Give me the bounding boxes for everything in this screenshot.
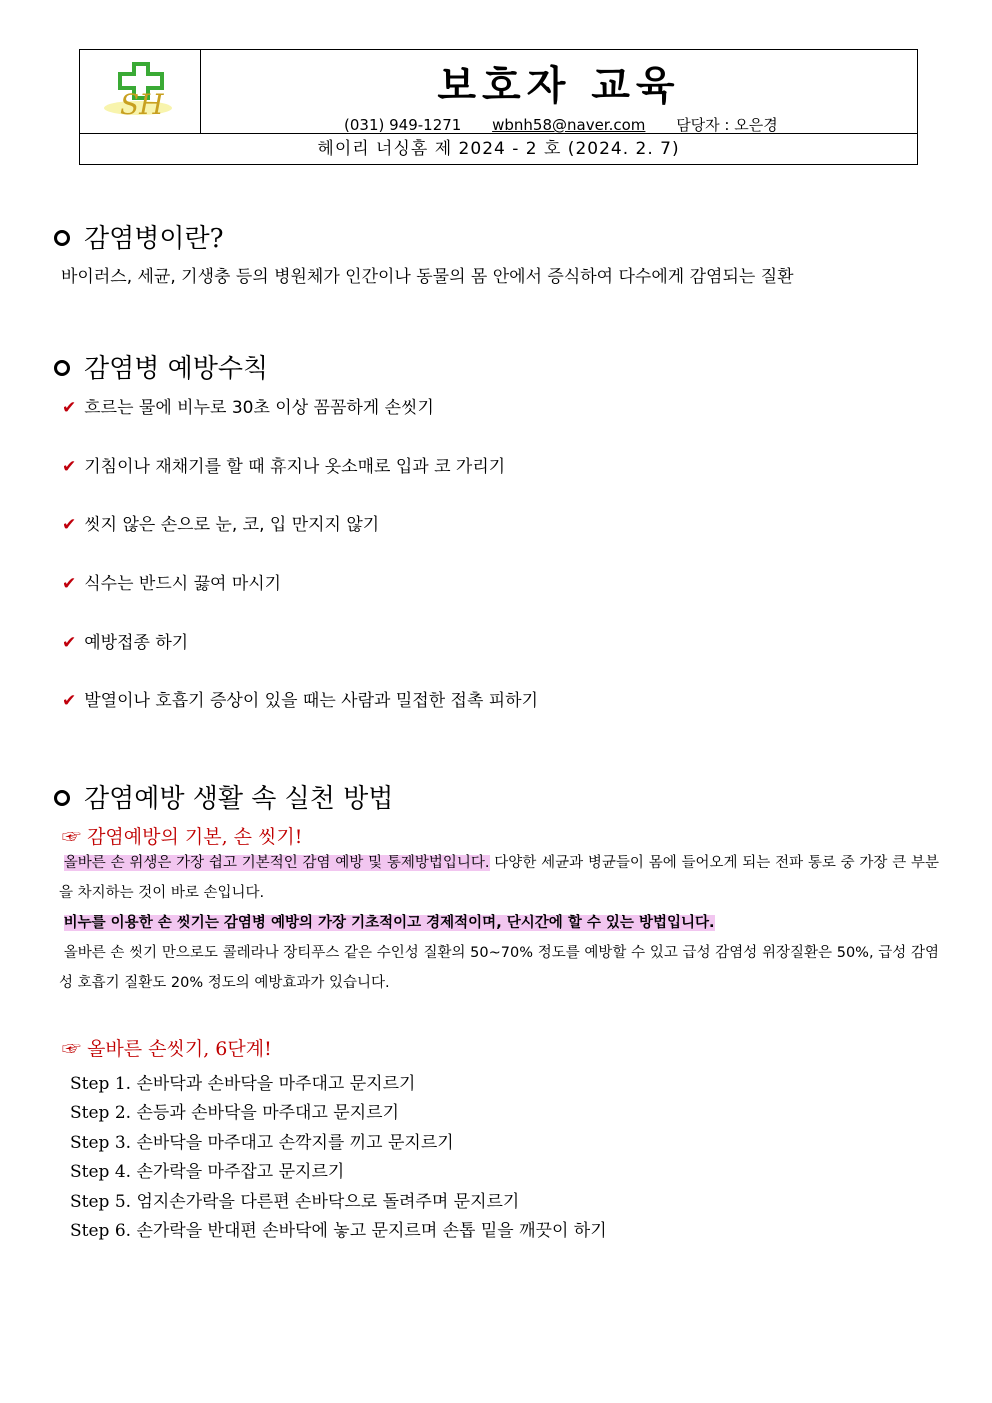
- step-item: Step 5. 엄지손가락을 다른편 손바닥으로 돌려주며 문지르기: [70, 1192, 520, 1212]
- prevention-item: [62, 393, 434, 418]
- header-box: [79, 49, 918, 165]
- check-icon: ✔: [62, 691, 77, 711]
- phone-number: (031) 949-1271: [344, 116, 462, 134]
- subsection-title-steps: [62, 1034, 272, 1061]
- step-item: Step 6. 손가락을 반대편 손바닥에 놓고 문지르며 손톱 밑을 깨끗이 하기: [70, 1221, 607, 1241]
- logo-text: SH: [120, 88, 164, 121]
- issue-line: 헤이리 너싱홈 제 2024 - 2 호 (2024. 2. 7): [80, 133, 917, 164]
- check-icon: ✔: [62, 574, 77, 594]
- check-icon: ✔: [62, 398, 77, 418]
- step-item: Step 3. 손바닥을 마주대고 손깍지를 끼고 문지르기: [70, 1133, 454, 1153]
- prevention-item: [62, 452, 505, 477]
- prevention-item-text: 기침이나 재채기를 할 때 휴지나 옷소매로 입과 코 가리기: [84, 457, 506, 477]
- manager-name: 담당자 : 오은경: [676, 116, 778, 134]
- paragraph-text: 올바른 손 씻기 만으로도 콜레라나 장티푸스 같은 수인성 질환의 50~70% 정도를 예방할 수 있고 급성 감염성 위장질환은 50%, 급성 감염성 호흡기 질환도 20% 정도의 예방효과가 있습니다.: [59, 945, 939, 991]
- step-item: Step 4. 손가락을 마주잡고 문지르기: [70, 1162, 345, 1182]
- circle-bullet-icon: [54, 360, 70, 376]
- email-link[interactable]: wbnh58@naver.com: [492, 116, 646, 134]
- paragraph-text: 다양한 세균과 병균들이 몸에 들어오게 되는 전파 통로 중 가장 큰 부분을 차지하는 것이 바로 손입니다.: [59, 855, 939, 901]
- section-title-text: 감염병이란?: [84, 224, 224, 254]
- prevention-item-text: 씻지 않은 손으로 눈, 코, 입 만지지 않기: [84, 515, 380, 535]
- section-title-text: 감염예방 생활 속 실천 방법: [84, 784, 394, 814]
- contact-line: [344, 114, 804, 135]
- check-icon: ✔: [62, 515, 77, 535]
- definition-text: 바이러스, 세균, 기생충 등의 병원체가 인간이나 동물의 몸 안에서 증식하여 다수에게 감염되는 질환: [61, 267, 794, 287]
- prevention-item: [62, 510, 379, 535]
- section-title-text: 감염병 예방수칙: [84, 354, 269, 384]
- prevention-item: [62, 628, 188, 653]
- pointing-hand-icon: ☞: [62, 1038, 82, 1060]
- check-icon: ✔: [62, 457, 77, 477]
- prevention-item-text: 예방접종 하기: [84, 633, 189, 653]
- handwashing-paragraph: [59, 848, 939, 998]
- page-title: 보호자 교육: [437, 63, 681, 109]
- highlighted-sentence: 올바른 손 위생은 가장 쉽고 기본적인 감염 예방 및 통제방법입니다.: [63, 855, 490, 871]
- step-item: Step 2. 손등과 손바닥을 마주대고 문지르기: [70, 1103, 399, 1123]
- prevention-item-text: 식수는 반드시 끓여 마시기: [84, 574, 282, 594]
- header-top: [201, 50, 917, 133]
- prevention-item-text: 발열이나 호흡기 증상이 있을 때는 사람과 밀접한 접촉 피하기: [84, 691, 539, 711]
- subsection-title-text: 올바른 손씻기, 6단계!: [87, 1038, 272, 1060]
- pointing-hand-icon: ☞: [62, 826, 82, 848]
- prevention-item: [62, 686, 538, 711]
- step-item: Step 1. 손바닥과 손바닥을 마주대고 문지르기: [70, 1074, 416, 1094]
- logo: [80, 50, 201, 133]
- section-title-practice: [54, 778, 393, 815]
- subsection-title-handwashing: [62, 822, 302, 849]
- logo-icon: [80, 50, 200, 133]
- section-title-definition: [54, 218, 224, 255]
- circle-bullet-icon: [54, 230, 70, 246]
- section-title-prevention: [54, 348, 268, 385]
- circle-bullet-icon: [54, 790, 70, 806]
- subsection-title-text: 감염예방의 기본, 손 씻기!: [87, 826, 303, 848]
- prevention-item-text: 흐르는 물에 비누로 30초 이상 꼼꼼하게 손씻기: [84, 398, 434, 418]
- highlighted-sentence: 비누를 이용한 손 씻기는 감염병 예방의 가장 기초적이고 경제적이며, 단시간에 할 수 있는 방법입니다.: [63, 915, 715, 931]
- check-icon: ✔: [62, 633, 77, 653]
- prevention-item: [62, 569, 281, 594]
